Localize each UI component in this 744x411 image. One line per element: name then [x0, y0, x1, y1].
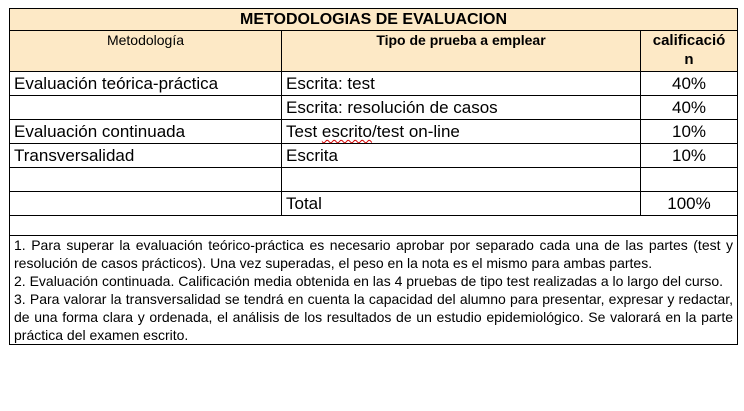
header-calificacion — [641, 31, 738, 72]
evaluation-methods-table-container — [9, 8, 737, 399]
table-row — [10, 96, 738, 120]
row-metodologia: Evaluación teórica-práctica — [10, 72, 282, 96]
row-calificacion: 10% — [641, 144, 738, 168]
table-spacer-row — [10, 216, 738, 236]
row-calificacion — [641, 168, 738, 192]
notes-cell — [10, 236, 738, 345]
note-3: 3. Para valorar la transversalidad se tendrá en cuenta la capacidad del alumno para presentar, expresar y redactar, de una forma clara y ordenada, el análisis de los resultados de un estudio epidemiológico. Se valorará en la parte práctica del examen escrito. — [14, 291, 734, 343]
row-tipo-part1: Test — [286, 122, 322, 141]
row-tipo — [282, 120, 641, 144]
table-header-row — [10, 31, 738, 72]
header-calificacion-line1: calificació — [652, 32, 726, 49]
row-metodologia — [10, 96, 282, 120]
row-calificacion: 40% — [641, 96, 738, 120]
row-calificacion: 100% — [641, 192, 738, 216]
header-tipo-prueba: Tipo de prueba a emplear — [282, 31, 641, 72]
spellcheck-word: escrito — [321, 122, 372, 141]
row-calificacion: 40% — [641, 72, 738, 96]
spacer-cell — [10, 216, 738, 236]
row-tipo — [282, 168, 641, 192]
table-title-row — [10, 9, 738, 31]
row-tipo: Total — [282, 192, 641, 216]
note-2: 2. Evaluación continuada. Calificación media obtenida en las 4 pruebas de tipo test realizadas a lo largo del curso. — [14, 273, 723, 289]
table-title: METODOLOGIAS DE EVALUACION — [10, 9, 738, 31]
evaluation-methods-table — [9, 8, 738, 345]
row-metodologia: Evaluación continuada — [10, 120, 282, 144]
note-1: 1. Para superar la evaluación teórico-práctica es necesario aprobar por separado cada una de las partes (test y resolución de casos prácticos). Una vez superadas, el peso en la nota es el mismo para ambas partes. — [14, 237, 734, 271]
header-calificacion-line2: n — [684, 51, 694, 68]
row-metodologia — [10, 168, 282, 192]
header-metodologia: Metodología — [10, 31, 282, 72]
table-row-empty — [10, 168, 738, 192]
table-row — [10, 144, 738, 168]
table-row-total — [10, 192, 738, 216]
row-metodologia — [10, 192, 282, 216]
row-calificacion: 10% — [641, 120, 738, 144]
table-row — [10, 120, 738, 144]
table-notes-row — [10, 236, 738, 345]
row-tipo-part3: /test on-line — [371, 122, 460, 141]
row-metodologia: Transversalidad — [10, 144, 282, 168]
table-row — [10, 72, 738, 96]
row-tipo: Escrita — [282, 144, 641, 168]
row-tipo: Escrita: test — [282, 72, 641, 96]
row-tipo: Escrita: resolución de casos — [282, 96, 641, 120]
